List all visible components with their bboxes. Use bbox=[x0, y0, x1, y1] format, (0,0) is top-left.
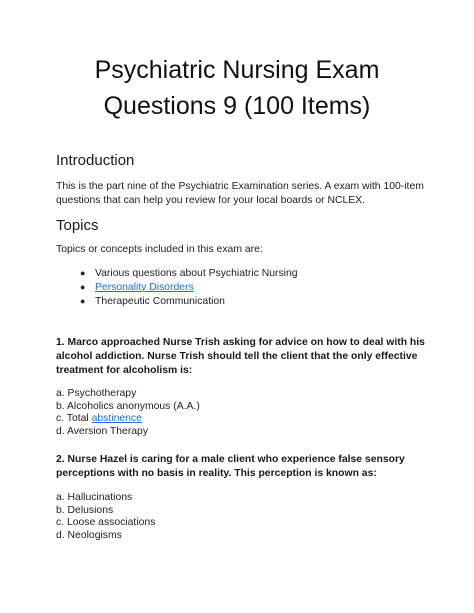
introduction-text: This is the part nine of the Psychiatric Examination series. A exam with 100-item questions that can help you review for your local boards or NCLEX. bbox=[56, 181, 424, 206]
personality-disorders-link[interactable]: Personality Disorders bbox=[95, 281, 194, 293]
page-title-line-2: Questions 9 (100 Items) bbox=[103, 92, 371, 120]
option-c: c. Loose associations bbox=[56, 517, 156, 529]
option-b: b. Delusions bbox=[56, 504, 114, 516]
topic-label: Various questions about Psychiatric Nursing bbox=[95, 268, 298, 279]
option-c bbox=[56, 413, 200, 426]
option-b: b. Alcoholics anonymous (A.A.) bbox=[56, 400, 200, 412]
bullet-icon: ● bbox=[80, 295, 86, 306]
introduction-heading: Introduction bbox=[56, 152, 135, 169]
list-item bbox=[80, 295, 298, 309]
option-a: a. Hallucinations bbox=[56, 492, 133, 503]
option-d: d. Neologisms bbox=[56, 529, 122, 541]
question-2-text: 2. Nurse Hazel is caring for a male client who experience false sensory perceptions with no basis in reality. This perception is known as: bbox=[56, 454, 405, 479]
topic-label: Therapeutic Communication bbox=[95, 295, 225, 307]
option-c-prefix: c. Total bbox=[56, 413, 92, 425]
topics-intro: Topics or concepts included in this exam are: bbox=[56, 244, 263, 255]
option-a: a. Psychotherapy bbox=[56, 388, 137, 399]
question-2-options bbox=[56, 492, 155, 542]
list-item bbox=[80, 267, 298, 281]
topics-heading: Topics bbox=[56, 217, 99, 234]
bullet-icon: ● bbox=[80, 268, 86, 278]
page-title-line-1: Psychiatric Nursing Exam bbox=[94, 56, 380, 84]
abstinence-link[interactable]: abstinence bbox=[91, 413, 142, 425]
list-item[interactable] bbox=[80, 281, 298, 295]
option-d: d. Aversion Therapy bbox=[56, 425, 149, 437]
bullet-icon: ● bbox=[80, 281, 86, 292]
question-1-text: 1. Marco approached Nurse Trish asking for advice on how to deal with his alcohol addiction. Nurse Trish should tell the client that the only effective treatment for alcoholism is: bbox=[56, 337, 425, 376]
topics-list bbox=[80, 267, 298, 308]
question-1-options bbox=[56, 388, 200, 438]
